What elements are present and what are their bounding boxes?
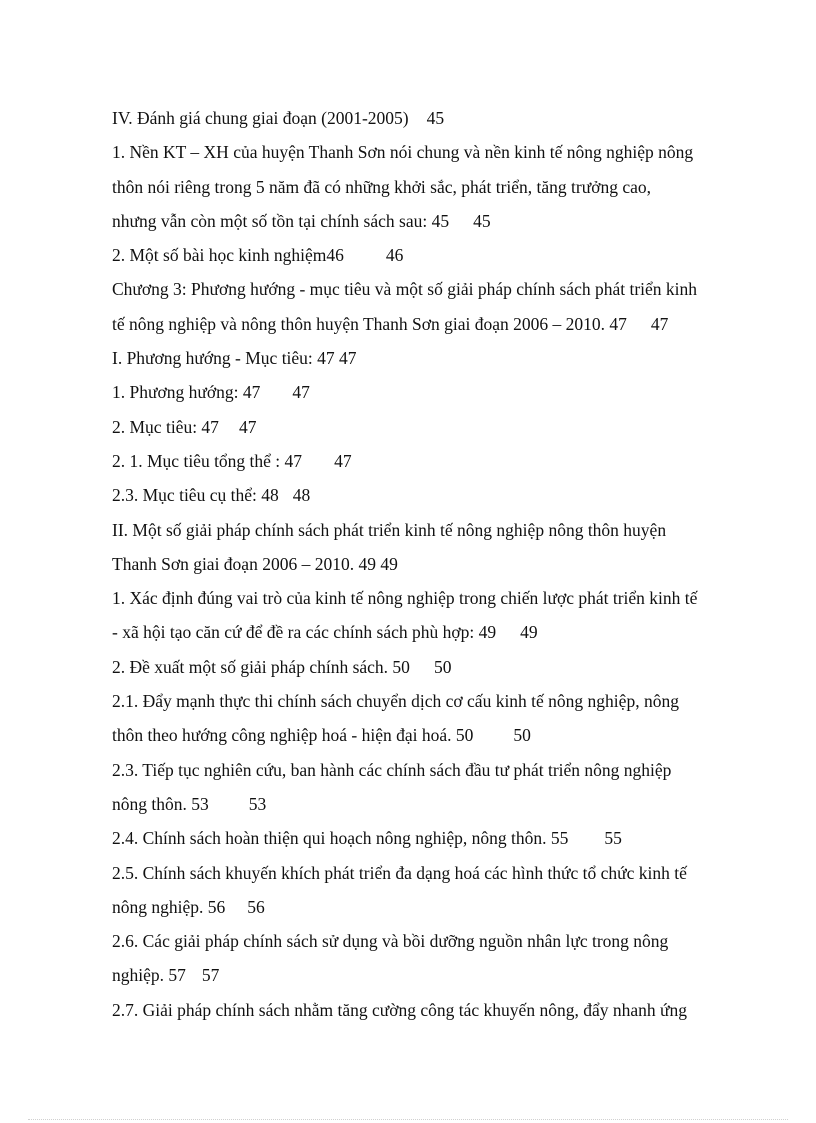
toc-line: 2.6. Các giải pháp chính sách sử dụng và bồi dưỡng nguồn nhân lực trong nông xyxy=(112,931,669,952)
toc-line: Thanh Sơn giai đoạn 2006 – 2010. 49 49 xyxy=(112,553,398,574)
toc-line: 2. Đề xuất một số giải pháp chính sách. 50 50 xyxy=(112,656,452,677)
toc-line: 1. Nền KT – XH của huyện Thanh Sơn nói chung và nền kinh tế nông nghiệp nông xyxy=(112,142,694,163)
toc-line: nhưng vẫn còn một số tồn tại chính sách sau: 45 45 xyxy=(112,210,491,231)
toc-line: I. Phương hướng - Mục tiêu: 47 47 xyxy=(112,348,357,369)
toc-line: 2.4. Chính sách hoàn thiện qui hoạch nông nghiệp, nông thôn. 55 55 xyxy=(112,828,622,849)
toc-line: - xã hội tạo căn cứ để đề ra các chính sách phù hợp: 49 49 xyxy=(112,622,538,643)
toc-line: 2. Mục tiêu: 47 47 xyxy=(112,416,257,437)
toc-page-number: 47 xyxy=(292,382,310,403)
page-bottom-dotted-rule xyxy=(28,1119,788,1120)
toc-page-number: 49 xyxy=(520,622,538,643)
toc-page-number: 47 xyxy=(650,313,669,334)
toc-line: thôn theo hướng công nghiệp hoá - hiện đại hoá. 50 50 xyxy=(112,725,531,746)
toc-line: II. Một số giải pháp chính sách phát triển kinh tế nông nghiệp nông thôn huyện xyxy=(112,519,667,540)
toc-line: IV. Đánh giá chung giai đoạn (2001-2005) 45 xyxy=(112,108,445,128)
toc-line: 2. Một số bài học kinh nghiệm46 46 xyxy=(112,245,404,266)
toc-line: 1. Xác định đúng vai trò của kinh tế nông nghiệp trong chiến lược phát triển kinh tế xyxy=(112,588,698,609)
toc-line: 1. Phương hướng: 47 47 xyxy=(112,382,310,403)
toc-page-number: 45 xyxy=(426,108,445,128)
toc-page-number: 50 xyxy=(433,656,452,677)
toc-line: 2.1. Đẩy mạnh thực thi chính sách chuyển dịch cơ cấu kinh tế nông nghiệp, nông xyxy=(112,691,679,712)
toc-line: Chương 3: Phương hướng - mục tiêu và một số giải pháp chính sách phát triển kinh xyxy=(112,279,698,300)
toc-line: nông nghiệp. 56 56 xyxy=(112,896,265,917)
toc-line: nghiệp. 57 57 xyxy=(112,965,220,986)
table-of-contents xyxy=(112,101,742,1027)
toc-page-number: 56 xyxy=(247,896,265,917)
toc-line: 2.3. Mục tiêu cụ thể: 48 48 xyxy=(112,485,311,506)
toc-line: nông thôn. 53 53 xyxy=(112,793,267,814)
toc-line: 2.3. Tiếp tục nghiên cứu, ban hành các chính sách đầu tư phát triển nông nghiệp xyxy=(112,759,672,780)
toc-line: tế nông nghiệp và nông thôn huyện Thanh Sơn giai đoạn 2006 – 2010. 47 47 xyxy=(112,313,669,334)
toc-page-number: 53 xyxy=(248,793,267,814)
toc-line: 2.7. Giải pháp chính sách nhằm tăng cường công tác khuyến nông, đẩy nhanh ứng xyxy=(112,999,687,1020)
toc-page-number: 55 xyxy=(604,828,622,849)
toc-line: thôn nói riêng trong 5 năm đã có những khởi sắc, phát triển, tăng trưởng cao, xyxy=(112,176,652,197)
toc-page-number: 57 xyxy=(201,965,220,986)
toc-line: 2. 1. Mục tiêu tổng thể : 47 47 xyxy=(112,450,352,471)
toc-page-number: 45 xyxy=(473,210,491,231)
toc-page-number: 50 xyxy=(513,725,531,746)
toc-page-number: 46 xyxy=(385,245,404,266)
toc-page-number: 48 xyxy=(292,485,311,506)
toc-page-number: 47 xyxy=(334,450,352,471)
toc-page-number: 47 xyxy=(238,416,257,437)
toc-line: 2.5. Chính sách khuyến khích phát triển đa dạng hoá các hình thức tổ chức kinh tế xyxy=(112,862,687,883)
